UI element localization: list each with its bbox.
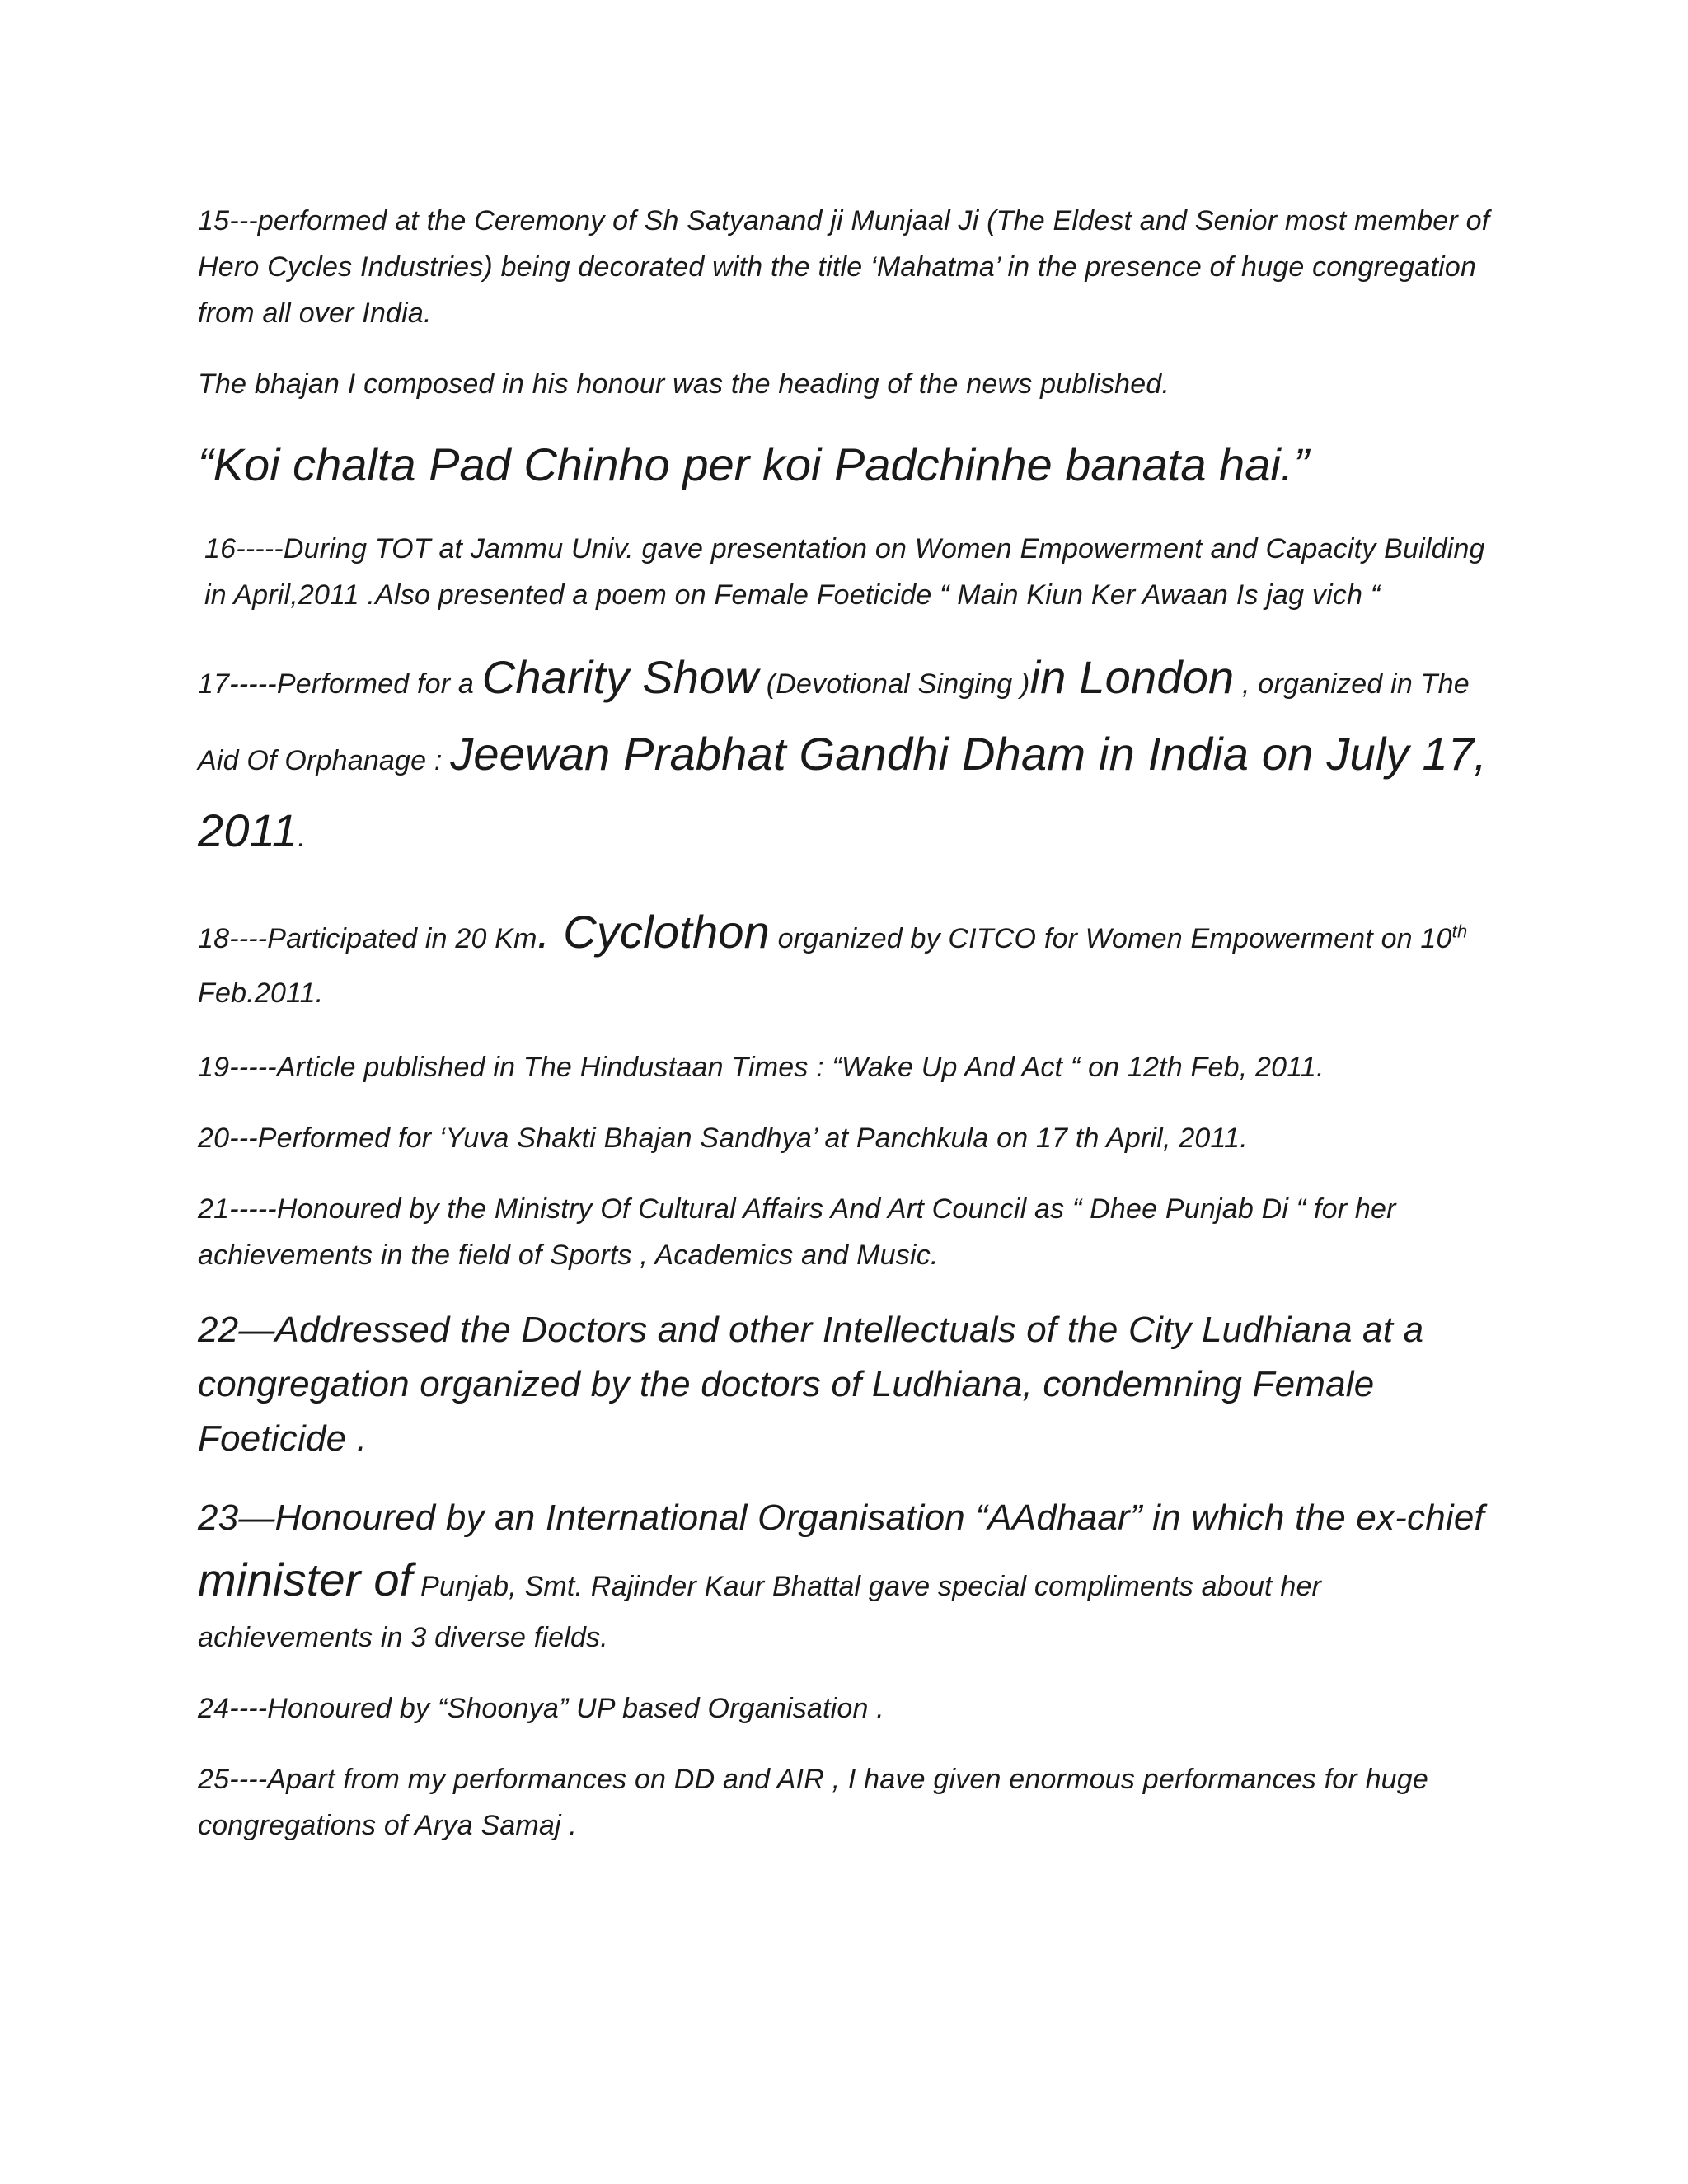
item-20: 20---Performed for ‘Yuva Shakti Bhajan Sandhya’ at Panchkula on 17 th April, 2011. bbox=[198, 1122, 1248, 1154]
item-17-charity-show: Charity Show bbox=[481, 651, 759, 703]
item-22: 22—Addressed the Doctors and other Intellectuals of the City Ludhiana at a congregation organized by the doctors of Ludhiana, condemning Female Foeticide . bbox=[198, 1310, 1424, 1459]
bhajan-note: The bhajan I composed in his honour was the heading of the news published. bbox=[198, 368, 1170, 400]
item-19: 19-----Article published in The Hindustaan Times : “Wake Up And Act “ on 12th Feb, 2011. bbox=[198, 1052, 1325, 1083]
item-17-part-7: . bbox=[298, 822, 306, 853]
document-body bbox=[198, 198, 1492, 1873]
item-23-minister-of: minister of bbox=[198, 1554, 413, 1605]
item-17-part-3: (Devotional Singing ) bbox=[758, 668, 1030, 700]
item-18-superscript: th bbox=[1451, 921, 1468, 942]
item-18-part-1: 18----Participated in 20 Km bbox=[198, 923, 537, 954]
item-23-part-3: Punjab, Smt. Rajinder Kaur Bhattal gave special compliments about her achievements in 3 diverse fields. bbox=[198, 1571, 1322, 1653]
item-16: 16-----During TOT at Jammu Univ. gave presentation on Women Empowerment and Capacity Building in April,2011 .Also presented a poem on Female Foeticide “ Main Kiun Ker Awaan Is jag vich “ bbox=[204, 533, 1485, 611]
item-23-part-1: 23—Honoured by an International Organisation “AAdhaar” in which the ex-chief bbox=[198, 1497, 1484, 1538]
item-17-part-5: , organized in The Aid Of Orphanage : bbox=[198, 668, 1470, 776]
item-18 bbox=[198, 898, 1492, 1019]
item-25: 25----Apart from my performances on DD and AIR , I have given enormous performances for huge congregations of Arya Samaj . bbox=[198, 1764, 1429, 1841]
item-17-part-1: 17-----Performed for a bbox=[198, 668, 482, 700]
item-17-london: in London bbox=[1029, 651, 1235, 703]
item-18-part-3: organized by CITCO for Women Empowerment on 10 bbox=[770, 923, 1452, 954]
bhajan-quote: “Koi chalta Pad Chinho per koi Padchinhe banata hai.” bbox=[198, 438, 1309, 490]
item-17-jeewan-prabhat: Jeewan Prabhat Gandhi Dham in India on July 17, 2011 bbox=[198, 728, 1487, 856]
item-24: 24----Honoured by “Shoonya” UP based Organisation . bbox=[198, 1693, 884, 1724]
item-18-cyclothon: . Cyclothon bbox=[537, 906, 771, 958]
item-15: 15---performed at the Ceremony of Sh Satyanand ji Munjaal Ji (The Eldest and Senior most member of Hero Cycles Industries) being decorated with the title ‘Mahatma’ in the presence of huge congregation from all over India. bbox=[198, 205, 1490, 329]
item-17 bbox=[198, 643, 1492, 873]
item-18-part-4: Feb.2011. bbox=[198, 977, 324, 1009]
item-23 bbox=[198, 1491, 1492, 1661]
item-21: 21-----Honoured by the Ministry Of Cultural Affairs And Art Council as “ Dhee Punjab Di “ for her achievements in the field of Sports , Academics and Music. bbox=[198, 1193, 1396, 1271]
